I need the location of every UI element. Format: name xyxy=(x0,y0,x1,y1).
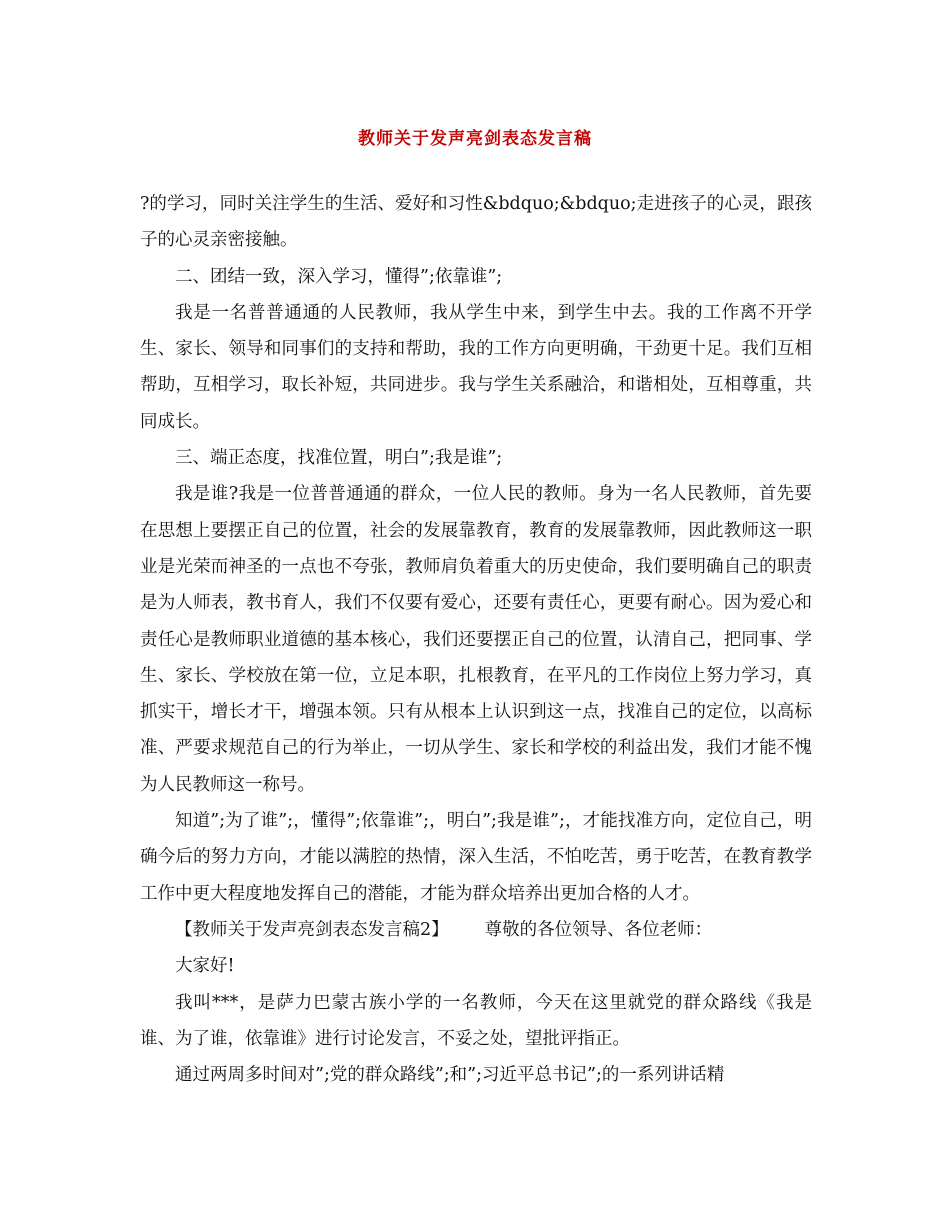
paragraph-continuation: ?的学习，同时关注学生的生活、爱好和习性&bdquo;&bdquo;走进孩子的心灵，跟孩子的心灵亲密接触。 xyxy=(140,194,812,251)
paragraph-who-am-i: 我是谁?我是一位普普通通的群众，一位人民的教师。身为一名人民教师，首先要在思想上要摆正自己的位置，社会的发展靠教育，教育的发展靠教师，因此教师这一职业是光荣而神圣的一点也不夸张，教师肩负着重大的历史使命，我们要明确自己的职责是为人师表，教书育人，我们不仅要有爱心，还要有责任心，更要有耐心。因为爱心和责任心是教师职业道德的基本核心，我们还要摆正自己的位置，认清自己，把同事、学生、家长、学校放在第一位，立足本职，扎根教育，在平凡的工作岗位上努力学习，真抓实干，增长才干，增强本领。只有从根本上认识到这一点，找准自己的定位，以高标准、严要求规范自己的行为举止，一切从学生、家长和学校的利益出发，我们才能不愧为人民教师这一称号。 xyxy=(140,484,812,795)
document-body xyxy=(140,186,812,1093)
salutation: 尊敬的各位领导、各位老师： xyxy=(484,919,713,940)
section-heading-unity: 二、团结一致，深入学习，懂得”;依靠谁”; xyxy=(175,266,503,287)
document-title: 教师关于发声亮剑表态发言稿 xyxy=(358,129,592,149)
section2-line xyxy=(140,912,812,948)
paragraph-study-period: 通过两周多时间对”;党的群众路线”;和”;习近平总书记”;的一系列讲话精 xyxy=(175,1065,725,1086)
paragraph-introduction: 我叫***，是萨力巴蒙古族小学的一名教师，今天在这里就党的群众路线《我是谁、为了谁，依靠谁》进行讨论发言，不妥之处，望批评指正。 xyxy=(140,992,812,1049)
greeting: 大家好! xyxy=(175,956,235,977)
section-heading-attitude: 三、端正态度，找准位置，明白”;我是谁”; xyxy=(175,448,503,469)
paragraph-ordinary-teacher: 我是一名普普通通的人民教师，我从学生中来，到学生中去。我的工作离不开学生、家长、领导和同事们的支持和帮助，我的工作方向更明确，干劲更十足。我们互相帮助，互相学习，取长补短，共同进步。我与学生关系融洽，和谐相处，互相尊重，共同成长。 xyxy=(140,302,812,432)
section2-heading: 【教师关于发声亮剑表态发言稿2】 xyxy=(175,919,449,940)
paragraph-knowing: 知道”;为了谁”;，懂得”;依靠谁”;，明白”;我是谁”;，才能找准方向，定位自己，明确今后的努力方向，才能以满腔的热情，深入生活，不怕吃苦，勇于吃苦，在教育教学工作中更大程度地发挥自己的潜能，才能为群众培养出更加合格的人才。 xyxy=(140,811,812,904)
